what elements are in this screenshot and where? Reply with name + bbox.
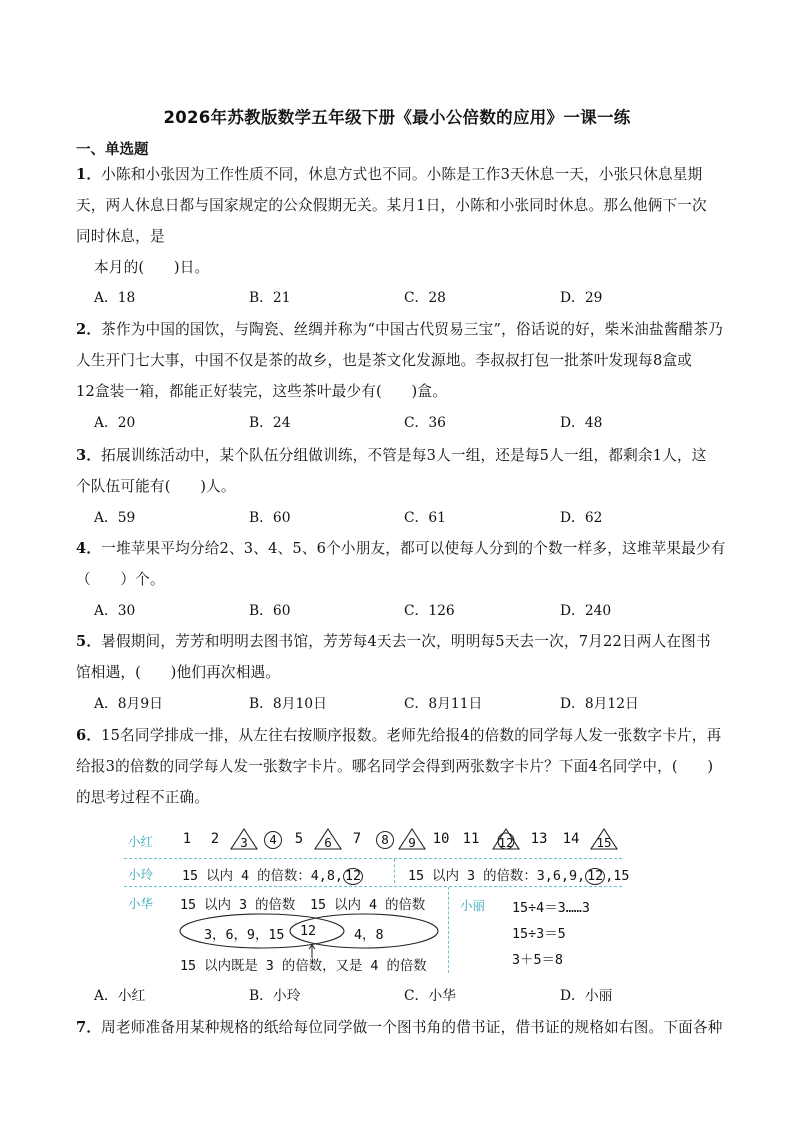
option-c[interactable]: C．小华 <box>404 988 456 1004</box>
option-b[interactable]: B．21 <box>249 290 291 306</box>
question-number: 3． <box>76 447 102 464</box>
divider-line <box>394 859 395 883</box>
q3-line-1: 3．拓展训练活动中，某个队伍分组做训练，不管是每3人一组，还是每5人一组，都剩余1人，这 <box>76 447 707 464</box>
xiaohua-set4-heading: 15 以内 4 的倍数 <box>310 898 426 913</box>
circle-mark: 8 <box>376 831 394 849</box>
xiaohua-set3-heading: 15 以内 3 的倍数 <box>180 898 296 913</box>
q5-line-1: 5．暑假期间，芳芳和明明去图书馆，芳芳每4天去一次，明明每5天去一次，7月22日两人在图书 <box>76 633 711 650</box>
option-d[interactable]: D．小丽 <box>560 988 613 1004</box>
q6-line-1: 6．15名同学排成一排，从左往右按顺序报数。老师先给报4的倍数的同学每人发一张数字卡片，再 <box>76 727 722 744</box>
option-d[interactable]: D．62 <box>560 510 603 526</box>
q2-line-1: 2．茶作为中国的国饮，与陶瓷、丝绸并称为“中国古代贸易三宝”，俗话说的好，柴米油盐酱醋茶乃 <box>76 321 724 338</box>
number-cell: 5 <box>294 831 304 847</box>
q1-line-3: 同时休息，是 <box>76 228 165 245</box>
option-a[interactable]: A．30 <box>94 603 136 619</box>
number-cell: 14 <box>562 831 580 847</box>
number-cell: 13 <box>530 831 548 847</box>
q6-line-3: 的思考过程不正确。 <box>76 789 210 806</box>
option-d[interactable]: D．29 <box>560 290 603 306</box>
option-a[interactable]: A．18 <box>94 290 136 306</box>
option-b[interactable]: B．60 <box>249 603 291 619</box>
triangle-mark: 9 <box>398 828 426 850</box>
divider-line <box>448 887 449 973</box>
number-cell: 11 <box>462 831 480 847</box>
section-heading: 一、单选题 <box>76 142 149 158</box>
number-cell: 7 <box>352 831 362 847</box>
triangle-mark: 15 <box>590 828 618 850</box>
question-number: 7． <box>76 1019 102 1036</box>
q7-line-1: 7．周老师准备用某种规格的纸给每位同学做一个图书角的借书证，借书证的规格如右图。下面各种 <box>76 1019 723 1036</box>
q3-options <box>94 508 714 528</box>
number-cell: 10 <box>432 831 450 847</box>
circled-12: 12 <box>344 869 362 884</box>
page-title: 2026年苏教版数学五年级下册《最小公倍数的应用》一课一练 <box>163 108 631 127</box>
option-b[interactable]: B．24 <box>249 415 291 431</box>
circled-12: 12 <box>587 869 604 884</box>
triangle-circle-mark: 12 <box>492 828 520 850</box>
xiaoling-multiples-of-4: 15 以内 4 的倍数：4,8, 12 <box>182 869 362 884</box>
xiaohua-label: 小华 <box>128 896 154 911</box>
q4-line-2: （ ）个。 <box>76 571 165 588</box>
question-number: 5． <box>76 633 102 650</box>
option-d[interactable]: D．8月12日 <box>560 696 639 712</box>
q1-line-1: 1．小陈和小张因为工作性质不同，休息方式也不同。小陈是工作3天休息一天，小张只休息星期 <box>76 166 703 183</box>
option-d[interactable]: D．48 <box>560 415 603 431</box>
q5-line-2: 馆相遇，( )他们再次相遇。 <box>76 664 281 681</box>
option-c[interactable]: C．8月11日 <box>404 696 483 712</box>
question-number: 2． <box>76 321 102 338</box>
option-a[interactable]: A．20 <box>94 415 136 431</box>
question-number: 4． <box>76 540 102 557</box>
q1-line-4: 本月的( )日。 <box>94 259 210 276</box>
q4-options <box>94 601 714 621</box>
xiaoli-label: 小丽 <box>460 898 486 913</box>
q5-options <box>94 694 714 714</box>
option-c[interactable]: C．36 <box>404 415 446 431</box>
reasoning-figure <box>124 826 630 974</box>
q3-line-2: 个队伍可能有( )人。 <box>76 478 236 495</box>
number-cell: 1 <box>182 831 192 847</box>
q2-line-2: 人生开门七大事，中国不仅是茶的故乡，也是茶文化发源地。李叔叔打包一批茶叶发现每8盒或 <box>76 352 693 369</box>
xiaohong-label: 小红 <box>128 834 154 849</box>
xiaohua-caption: 15 以内既是 3 的倍数，又是 4 的倍数 <box>180 959 427 974</box>
triangle-mark: 6 <box>314 828 342 850</box>
xiaoling-label: 小玲 <box>128 867 154 882</box>
q2-line-3: 12盒装一箱，都能正好装完，这些茶叶最少有( )盒。 <box>76 383 448 400</box>
q4-line-1: 4．一堆苹果平均分给2、3、4、5、6个小朋友，都可以使每人分到的个数一样多，这堆苹果最少有 <box>76 540 726 557</box>
xiaoli-step-1: 15÷4＝3……3 <box>512 901 590 916</box>
venn-left-values: 3，6，9，15 <box>204 928 285 943</box>
option-a[interactable]: A．8月9日 <box>94 696 163 712</box>
option-c[interactable]: C．126 <box>404 603 455 619</box>
q2-options <box>94 413 714 433</box>
xiaoling-multiples-of-3: 15 以内 3 的倍数：3,6,9, 12 ,15 <box>408 869 630 884</box>
circle-mark: 4 <box>264 831 282 849</box>
xiaoli-step-3: 3＋5＝8 <box>512 953 563 968</box>
option-a[interactable]: A．59 <box>94 510 136 526</box>
xiaoli-step-2: 15÷3＝5 <box>512 927 566 942</box>
option-c[interactable]: C．61 <box>404 510 446 526</box>
q1-options <box>94 288 714 308</box>
number-cell: 2 <box>210 831 220 847</box>
triangle-mark: 3 <box>230 828 258 850</box>
question-number: 6． <box>76 727 102 744</box>
option-b[interactable]: B．60 <box>249 510 291 526</box>
q6-line-2: 给报3的倍数的同学每人发一张数字卡片。哪名同学会得到两张数字卡片？下面4名同学中，( ) <box>76 758 714 775</box>
option-b[interactable]: B．小玲 <box>249 988 301 1004</box>
question-number: 1． <box>76 166 102 183</box>
option-b[interactable]: B．8月10日 <box>249 696 327 712</box>
divider-line <box>124 886 622 887</box>
q1-line-2: 天，两人休息日都与国家规定的公众假期无关。某月1日，小陈和小张同时休息。那么他俩下一次 <box>76 197 707 214</box>
option-d[interactable]: D．240 <box>560 603 612 619</box>
venn-right-values: 4，8 <box>354 928 384 943</box>
q6-options <box>94 986 714 1006</box>
option-a[interactable]: A．小红 <box>94 988 146 1004</box>
venn-intersection: 12 <box>300 924 317 939</box>
option-c[interactable]: C．28 <box>404 290 446 306</box>
divider-line <box>124 858 622 859</box>
